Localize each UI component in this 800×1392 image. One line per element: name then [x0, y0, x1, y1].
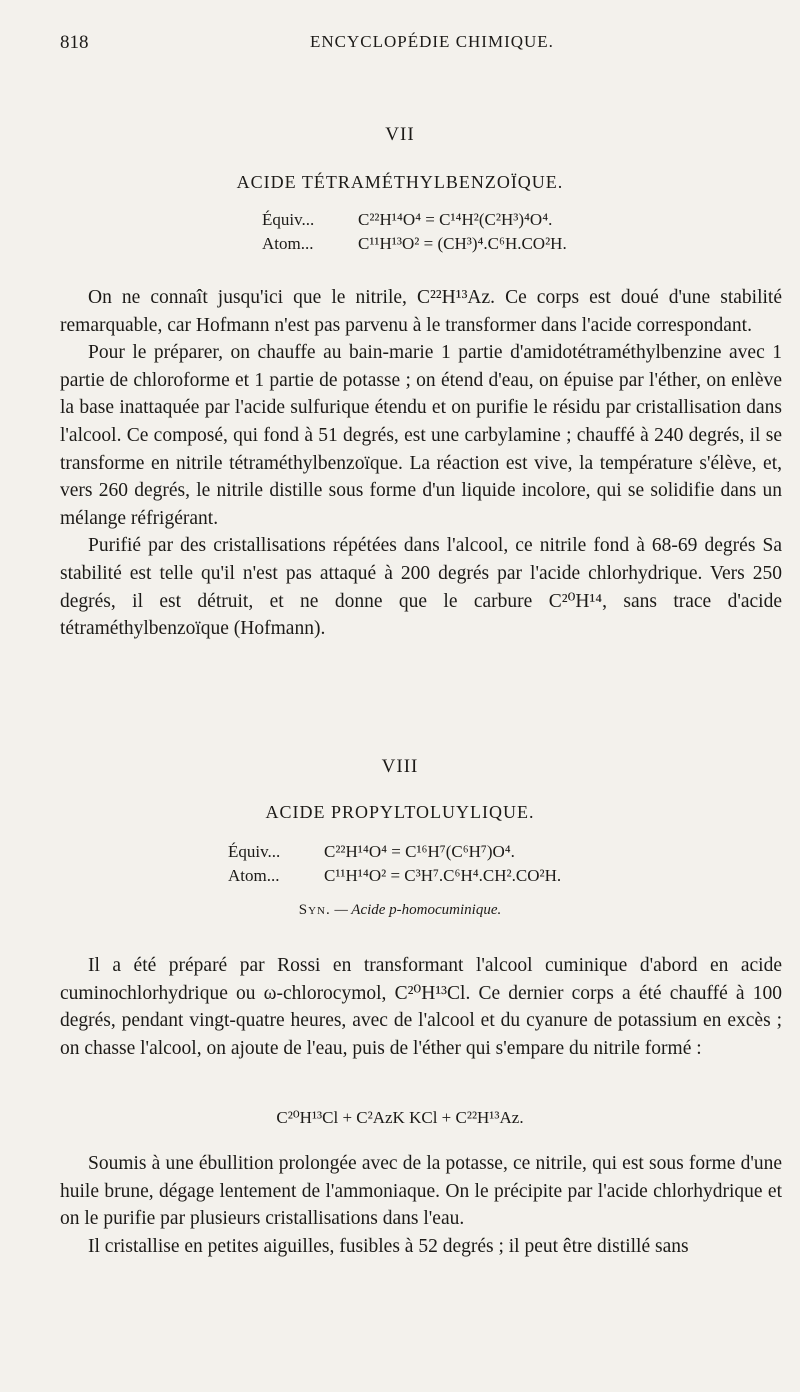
formula-label: Équiv...: [228, 842, 281, 861]
section-viii-body-1: [60, 952, 782, 1062]
synonym-line: [0, 902, 800, 919]
synonym-text: — Acide p-homocuminique.: [334, 902, 502, 918]
section-vii-body: [60, 284, 782, 643]
formula-value: C¹¹H¹³O² = (CH³)⁴.C⁶H.CO²H.: [358, 234, 567, 253]
section-title-tetramethylbenzoique: ACIDE TÉTRAMÉTHYLBENZOÏQUE.: [236, 172, 564, 192]
section-viii-body-2: [60, 1150, 782, 1260]
paragraph: Il cristallise en petites aiguilles, fusibles à 52 degrés ; il peut être distillé sans: [88, 1235, 689, 1257]
formula-label: Équiv...: [262, 210, 315, 229]
section-title-propyltoluylique: ACIDE PROPYLTOLUYLIQUE.: [265, 802, 535, 822]
formula-value: C²²H¹⁴O⁴ = C¹⁴H²(C²H³)⁴O⁴.: [358, 210, 553, 229]
reaction-equation: C²⁰H¹³Cl + C²AzK KCl + C²²H¹³Az.: [276, 1108, 524, 1127]
synonym-label: Syn.: [298, 902, 331, 918]
formula-value: C²²H¹⁴O⁴ = C¹⁶H⁷(C⁶H⁷)O⁴.: [324, 842, 515, 861]
formula-atom-viii: [228, 866, 561, 886]
formula-equiv-viii: [228, 842, 515, 862]
running-title: ENCYCLOPÉDIE CHIMIQUE.: [310, 32, 554, 51]
page-number: 818: [60, 32, 89, 53]
formula-value: C¹¹H¹⁴O² = C³H⁷.C⁶H⁴.CH².CO²H.: [324, 866, 562, 885]
paragraph: On ne connaît jusqu'ici que le nitrile, C²²H¹³Az. Ce corps est doué d'une stabilité remarquable, car Hofmann n'est pas parvenu à le transformer dans l'acide correspondant.: [60, 287, 782, 336]
formula-label: Atom...: [262, 234, 314, 253]
paragraph: Purifié par des cristallisations répétées dans l'alcool, ce nitrile fond à 68-69 degrés Sa stabilité est telle qu'il n'est pas attaqué à 200 degrés par l'acide chlorhydrique. Vers 250 degrés, il est détruit, et ne donne que le carbure C²⁰H¹⁴, sans trace d'acide tétraméthylbenzoïque (Hofmann).: [60, 535, 782, 640]
section-numeral-viii: VIII: [381, 756, 419, 777]
section-numeral-vii: VII: [385, 124, 415, 145]
paragraph: Soumis à une ébullition prolongée avec de la potasse, ce nitrile, qui est sous forme d'une huile brune, dégage lentement de l'ammoniaque. On le précipite par l'acide chlorhydrique et on le purifie par plusieurs cristallisations dans l'eau.: [60, 1153, 782, 1230]
paragraph: Pour le préparer, on chauffe au bain-marie 1 partie d'amidotétraméthylbenzine avec 1 partie de chloroforme et 1 partie de potasse ; on étend d'eau, on épuise par l'éther, on enlève la base inattaquée par l'acide sulfurique étendu et on purifie le résidu par cristallisation dans l'alcool. Ce composé, qui fond à 51 degrés, est une carbylamine ; chauffé à 240 degrés, il se transforme en nitrile tétraméthylbenzoïque. La réaction est vive, la température s'élève, et, vers 260 degrés, le nitrile distille sous forme d'un liquide incolore, qui se solidifie dans un mélange réfrigérant.: [60, 342, 782, 529]
page-header: [60, 32, 780, 58]
formula-atom-vii: [262, 234, 567, 254]
formula-equiv-vii: [262, 210, 552, 230]
paragraph: Il a été préparé par Rossi en transformant l'alcool cuminique d'abord en acide cuminochlorhydrique ou ω-chlorocymol, C²⁰H¹³Cl. Ce dernier corps a été chauffé à 100 degrés, pendant vingt-quatre heures, avec de l'alcool et du cyanure de potassium en excès ; on chasse l'alcool, on ajoute de l'eau, puis de l'éther qui s'empare du nitrile formé :: [60, 955, 782, 1059]
formula-label: Atom...: [228, 866, 280, 885]
